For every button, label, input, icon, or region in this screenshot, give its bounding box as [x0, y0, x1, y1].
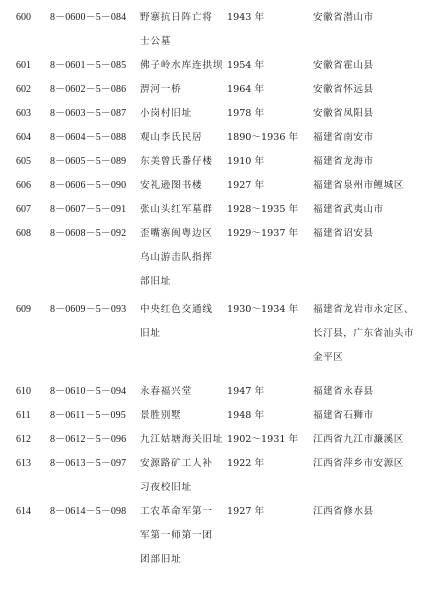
site-location — [313, 428, 421, 452]
table-row — [0, 6, 422, 54]
site-location-line: 福建省南安市 — [313, 132, 374, 143]
site-name-line: 中央红色交通线 — [140, 304, 213, 315]
site-name — [140, 380, 228, 404]
site-name — [140, 198, 228, 222]
site-location-line: 福建省龙海市 — [313, 156, 374, 167]
site-location-line: 安徽省潜山市 — [313, 12, 374, 23]
site-code: 8－0613－5－097 — [50, 458, 127, 469]
site-era: 1902～1931 年 — [227, 434, 299, 445]
table-row — [0, 428, 422, 452]
row-number: 604 — [16, 132, 31, 143]
site-code: 8－0609－5－093 — [50, 304, 127, 315]
site-location — [313, 54, 421, 78]
site-name — [140, 6, 228, 54]
site-era: 1930～1934 年 — [227, 304, 299, 315]
site-code: 8－0614－5－098 — [50, 506, 127, 517]
site-location-line: 福建省武夷山市 — [313, 204, 384, 215]
site-name-line: 观山李氏民居 — [140, 132, 203, 143]
site-name-line: 士公墓 — [140, 36, 172, 47]
row-number: 609 — [16, 304, 31, 315]
row-number: 608 — [16, 228, 31, 239]
site-location — [313, 500, 421, 524]
site-era: 1890～1936 年 — [227, 132, 299, 143]
site-era: 1943 年 — [227, 12, 265, 23]
site-code: 8－0610－5－094 — [50, 386, 127, 397]
table-row — [0, 174, 422, 198]
site-code: 8－0612－5－096 — [50, 434, 127, 445]
site-location-line: 安徽省凤阳县 — [313, 108, 374, 119]
site-name — [140, 500, 228, 572]
row-number: 610 — [16, 386, 31, 397]
row-number: 607 — [16, 204, 31, 215]
site-name-line: 旧址 — [140, 328, 161, 339]
site-location-line: 福建省龙岩市永定区、 — [313, 304, 414, 315]
site-name — [140, 222, 228, 294]
site-era: 1947 年 — [227, 386, 265, 397]
table-row — [0, 500, 422, 572]
site-name-line: 景胜别墅 — [140, 410, 182, 421]
site-name-line: 东美曾氏番仔楼 — [140, 156, 213, 167]
site-name — [140, 78, 228, 102]
site-name-line: 歪嘴寨闽粤边区 — [140, 228, 213, 239]
site-code: 8－0603－5－087 — [50, 108, 127, 119]
row-number: 611 — [16, 410, 31, 421]
site-code: 8－0606－5－090 — [50, 180, 127, 191]
site-location-line: 江西省修水县 — [313, 506, 374, 517]
table-row — [0, 452, 422, 500]
table-row — [0, 380, 422, 404]
row-number: 603 — [16, 108, 31, 119]
site-name — [140, 404, 228, 428]
row-number: 606 — [16, 180, 31, 191]
table-row — [0, 78, 422, 102]
site-location-line: 江西省萍乡市安源区 — [313, 458, 404, 469]
table-row — [0, 404, 422, 428]
site-location — [313, 404, 421, 428]
site-era: 1948 年 — [227, 410, 265, 421]
site-name-line: 小岗村旧址 — [140, 108, 192, 119]
site-location — [313, 222, 421, 246]
site-name — [140, 174, 228, 198]
row-number: 613 — [16, 458, 31, 469]
site-era: 1928～1935 年 — [227, 204, 299, 215]
site-location-line: 福建省石狮市 — [313, 410, 374, 421]
site-name-line: 永春福兴堂 — [140, 386, 192, 397]
site-era: 1927 年 — [227, 506, 265, 517]
row-number: 612 — [16, 434, 31, 445]
site-code: 8－0600－5－084 — [50, 12, 127, 23]
table-row — [0, 198, 422, 222]
site-era: 1978 年 — [227, 108, 265, 119]
site-location-line: 福建省诏安县 — [313, 228, 374, 239]
table-row — [0, 150, 422, 174]
site-location-line: 安徽省怀远县 — [313, 84, 374, 95]
site-name — [140, 102, 228, 126]
site-code: 8－0601－5－085 — [50, 60, 127, 71]
site-code: 8－0608－5－092 — [50, 228, 127, 239]
site-name — [140, 150, 228, 174]
site-name-line: 安礼逊图书楼 — [140, 180, 203, 191]
site-name — [140, 126, 228, 150]
site-name-line: 野寨抗日阵亡将 — [140, 12, 213, 23]
site-location — [313, 198, 421, 222]
site-name-line: 工农革命军第一 — [140, 506, 213, 517]
site-name-line: 淠河一桥 — [140, 84, 182, 95]
row-number: 602 — [16, 84, 31, 95]
site-location-line: 福建省永春县 — [313, 386, 374, 397]
site-name — [140, 452, 228, 500]
site-name-line: 九江姑塘海关旧址 — [140, 434, 224, 445]
site-era: 1922 年 — [227, 458, 265, 469]
site-location — [313, 102, 421, 126]
site-name-line: 佛子岭水库连拱坝 — [140, 60, 224, 71]
site-location-line: 安徽省霍山县 — [313, 60, 374, 71]
table-row — [0, 54, 422, 78]
site-location — [313, 452, 421, 476]
site-location — [313, 174, 421, 198]
table-row — [0, 222, 422, 298]
site-location — [313, 150, 421, 174]
site-era: 1910 年 — [227, 156, 265, 167]
site-code: 8－0604－5－088 — [50, 132, 127, 143]
site-name — [140, 428, 228, 452]
site-name-line: 乌山游击队指挥 — [140, 252, 213, 263]
row-number: 614 — [16, 506, 31, 517]
site-name-line: 习夜校旧址 — [140, 482, 192, 493]
site-name — [140, 298, 228, 346]
site-location-line: 金平区 — [313, 352, 344, 363]
site-name-line: 部旧址 — [140, 276, 172, 287]
site-name-line: 安源路矿工人补 — [140, 458, 213, 469]
site-location — [313, 126, 421, 150]
row-number: 600 — [16, 12, 31, 23]
site-code: 8－0607－5－091 — [50, 204, 127, 215]
site-name-line: 张山头红军墓群 — [140, 204, 213, 215]
table-row — [0, 126, 422, 150]
site-location — [313, 380, 421, 404]
site-era: 1927 年 — [227, 180, 265, 191]
heritage-list-table — [0, 6, 422, 572]
row-number: 601 — [16, 60, 31, 71]
site-location — [313, 6, 421, 30]
site-name-line: 军第一师第一团 — [140, 530, 213, 541]
site-code: 8－0611－5－095 — [50, 410, 126, 421]
site-era: 1964 年 — [227, 84, 265, 95]
site-era: 1929～1937 年 — [227, 228, 299, 239]
row-number: 605 — [16, 156, 31, 167]
site-location-line: 福建省泉州市鲤城区 — [313, 180, 404, 191]
site-code: 8－0605－5－089 — [50, 156, 127, 167]
site-location — [313, 78, 421, 102]
site-name-line: 团部旧址 — [140, 554, 182, 565]
site-location — [313, 298, 421, 370]
site-name — [140, 54, 228, 78]
site-location-line: 长汀县，广东省汕头市 — [313, 328, 414, 339]
site-location-line: 江西省九江市濂溪区 — [313, 434, 404, 445]
site-era: 1954 年 — [227, 60, 265, 71]
table-row — [0, 102, 422, 126]
site-code: 8－0602－5－086 — [50, 84, 127, 95]
table-row — [0, 298, 422, 380]
